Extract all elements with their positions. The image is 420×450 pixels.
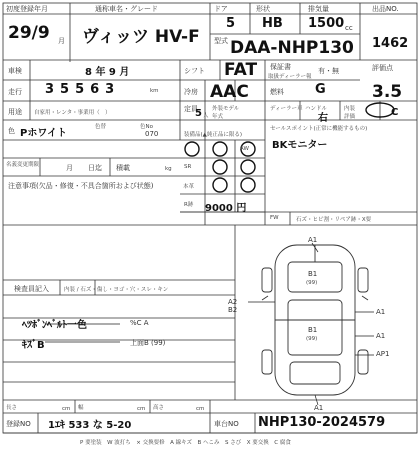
body-type-label: 形状 (256, 5, 270, 13)
mark-b2-left: B2 (228, 306, 238, 314)
capacity-unit: 人 (203, 113, 209, 119)
warranty-value: 有・無 (318, 67, 339, 75)
first-registration-value: 29/9 (8, 23, 50, 43)
equipment-label: 装備品(▲純正品に限る) (184, 132, 243, 138)
height-unit: cm (196, 406, 205, 412)
fuel-value: G (315, 82, 326, 97)
mark-b1-roof: B1 (308, 326, 318, 334)
mark-a1-right: A1 (376, 308, 386, 316)
color-value: Pホワイト (20, 128, 68, 139)
equipment-sr: SR (184, 164, 192, 170)
score-value: 3.5 (372, 82, 403, 102)
lot-number-value: 1462 (372, 36, 409, 51)
model-type-value: DAA-NHP130 (230, 38, 354, 58)
width-unit: cm (137, 406, 146, 412)
body-type-value: HB (262, 16, 283, 31)
equipment-distance: 9000 円 (205, 203, 247, 214)
inspection-value: 8 年 9 月 (85, 67, 130, 78)
mileage-value: 35563 (45, 82, 121, 97)
use-label: 用途 (8, 108, 22, 116)
lot-number-label: 出品NO. (372, 5, 399, 13)
inspector-line2-code: 上面B (99) (130, 339, 166, 347)
load-label: 積載 (116, 164, 130, 172)
length-label: 長さ (6, 405, 18, 411)
notes-label: 注意事項(欠品・修復・不具合箇所および状態) (8, 182, 154, 190)
ac-label: 冷房 (184, 88, 198, 96)
equipment-aw: AW (240, 146, 249, 152)
month-label: 月 (66, 164, 73, 172)
day-label: 日迄 (88, 164, 102, 172)
color-label: 色 (8, 127, 15, 135)
name-change-label: 名義変更期限 (6, 162, 40, 168)
length-unit: cm (62, 406, 71, 412)
width-label: 幅 (78, 405, 84, 411)
equipment-r-mark: R跡 (184, 202, 194, 208)
handle-value: 右 (318, 113, 328, 124)
interior-sub: 評価 (344, 114, 356, 120)
exterior-model-sub: 年式 (212, 114, 224, 120)
mark-a1-bottom: A1 (314, 404, 324, 412)
car-diagram (262, 245, 368, 395)
doors-label: ドア (214, 5, 228, 13)
color-no-label: 色No (140, 124, 153, 130)
handle-label: ハンドル (305, 106, 328, 112)
inspector-options: 内装 / 石ズ・傷し・ヨゴ・穴・スレ・キン (64, 287, 169, 293)
fuel-label: 燃料 (270, 88, 284, 96)
registration-label: 登録NO (6, 420, 31, 428)
selling-points-label: セールスポイント(正常に機能するもの) (270, 126, 368, 132)
doors-value: 5 (226, 16, 236, 31)
registration-value: 1ｴｷ 533 な 5-20 (48, 420, 132, 431)
load-unit: kg (165, 166, 172, 172)
warranty-label: 保証書 (270, 63, 291, 71)
mark-a1-rear-door: A1 (376, 332, 386, 340)
shift-value: FAT (224, 60, 258, 80)
warranty-sub-label: 取扱ディーラー報 (268, 74, 312, 80)
exterior-model-label: 外装モデル (212, 106, 240, 112)
ac-value: AAC (210, 82, 249, 102)
inspector-line2: ｷｽﾞB (22, 340, 45, 351)
capacity-label: 定員 (184, 105, 198, 113)
chassis-label: 車台NO (214, 420, 239, 428)
mark-a2-left: A2 (228, 298, 238, 306)
legend-damage-types: 石ズ・ヒビ割・リペア跡・X要 (296, 217, 372, 223)
first-registration-label: 初度登録年月 (6, 5, 48, 13)
mileage-unit: km (150, 88, 159, 94)
inspector-line1: ﾍﾂﾎﾞﾝﾍﾞﾙﾄ一色 (22, 320, 87, 331)
mark-a1-top: A1 (308, 236, 318, 244)
selling-points-value: BKモニター (272, 140, 328, 151)
mark-99-roof: (99) (306, 336, 318, 342)
dealer-label: ディーラー車 (270, 106, 303, 112)
chassis-value: NHP130-2024579 (258, 415, 386, 430)
mark-ap1-rear: AP1 (376, 350, 390, 358)
height-label: 高さ (153, 405, 165, 411)
inspection-label: 車検 (8, 67, 22, 75)
capacity-value: 5 (195, 108, 202, 119)
interior-value: C (391, 107, 399, 118)
legend-fw: FW (270, 215, 279, 221)
mileage-label: 走行 (8, 88, 22, 96)
displacement-label: 排気量 (308, 5, 329, 13)
color-no-value: 070 (145, 130, 159, 138)
shift-label: シフト (184, 67, 205, 75)
mark-b1-hood: B1 (308, 270, 318, 278)
displacement-unit: cc (345, 24, 353, 32)
use-options: 自家用・レンタ・事業用（ ） (34, 110, 111, 116)
color-change-label: 色替 (95, 124, 107, 130)
inspector-label: 検査員記入 (14, 285, 49, 293)
first-registration-suffix: 月 (58, 37, 65, 45)
mark-99-hood: (99) (306, 280, 318, 286)
model-label: 通称車名・グレード (95, 5, 158, 13)
interior-label: 内装 (344, 106, 356, 112)
damage-code-legend: P 要塗装 W 波打ち × 交換要修 A 線キズ B へこみ S さび X 要交換 C 腐食 (80, 440, 291, 446)
model-value: ヴィッツ HV-F (82, 27, 200, 47)
displacement-value: 1500 (308, 16, 345, 31)
equipment-leather: 本革 (183, 184, 195, 190)
score-label: 評価点 (372, 64, 393, 72)
model-type-label: 型式 (214, 37, 228, 45)
inspector-line1-code: %C A (130, 319, 149, 327)
